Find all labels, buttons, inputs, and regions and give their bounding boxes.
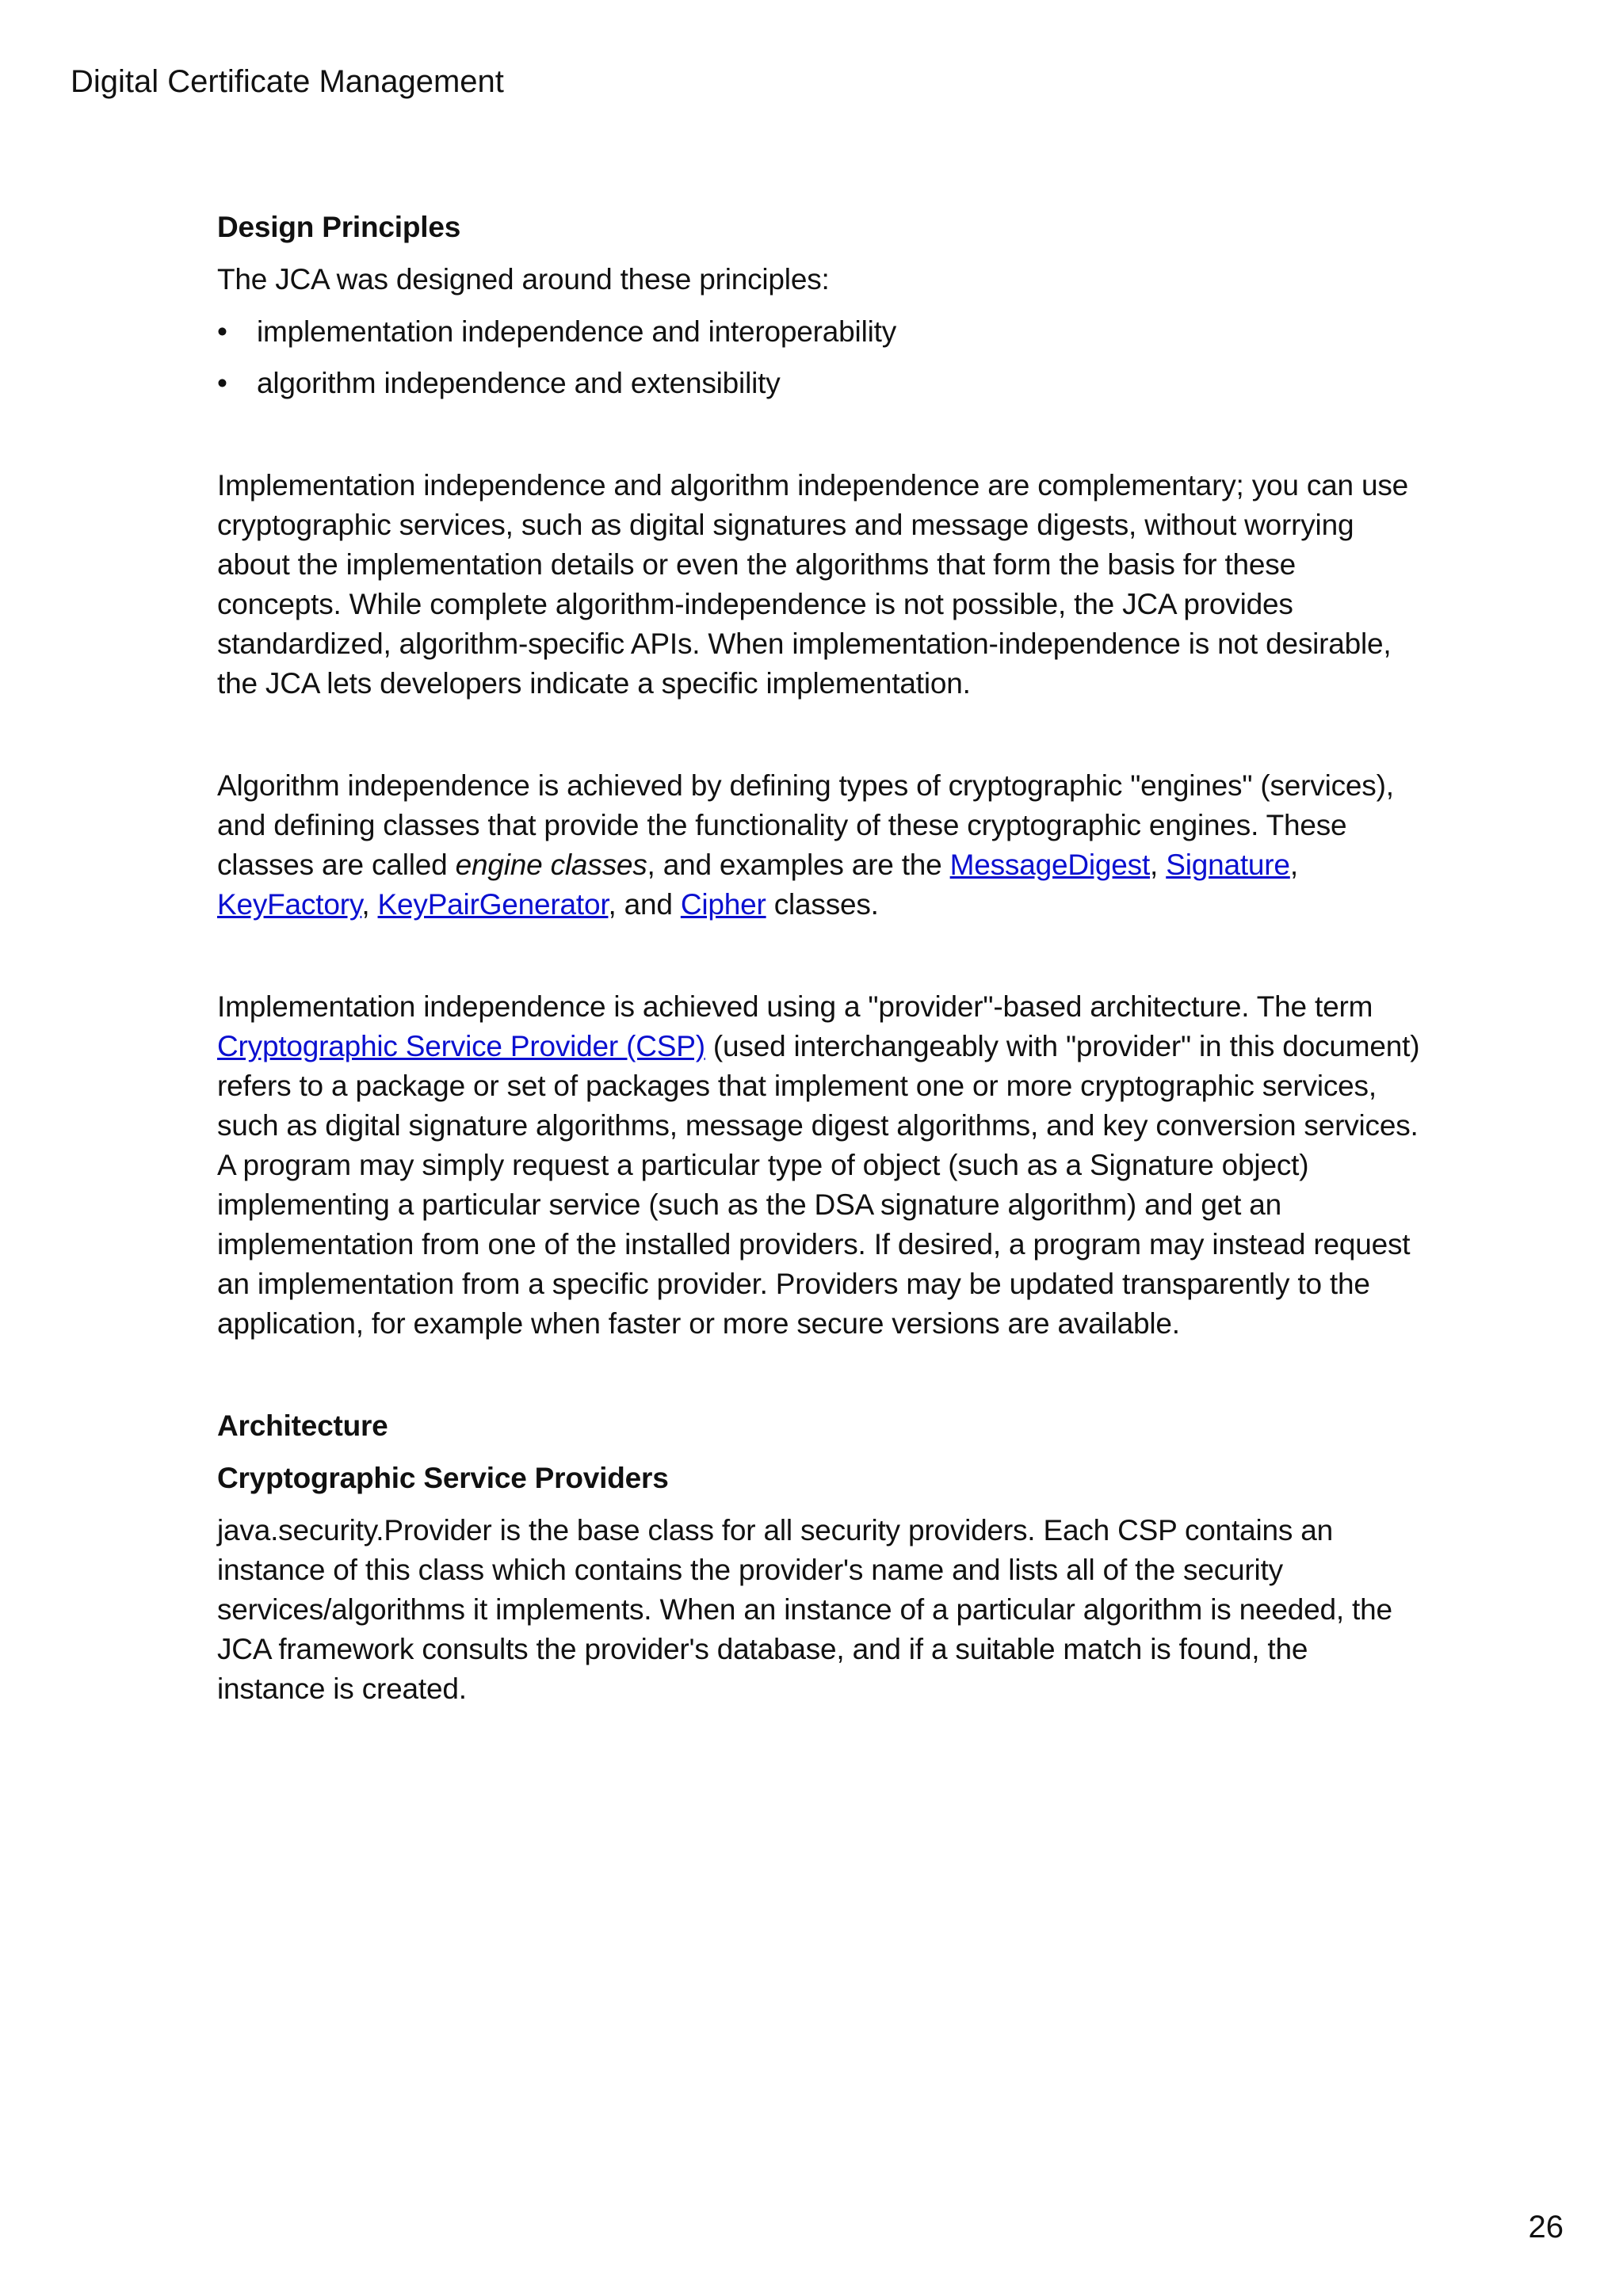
csp-subheading: Cryptographic Service Providers xyxy=(217,1462,669,1494)
link-keyfactory[interactable]: KeyFactory xyxy=(217,888,362,921)
design-principles-heading: Design Principles xyxy=(217,211,461,243)
text-run: , xyxy=(1289,849,1298,881)
emphasis-engine-classes: engine classes xyxy=(455,849,647,881)
link-messagedigest[interactable]: MessageDigest xyxy=(949,849,1151,881)
list-item xyxy=(217,364,1422,403)
link-cipher[interactable]: Cipher xyxy=(680,888,766,921)
principles-list xyxy=(217,312,1422,403)
text-run: , and examples are the xyxy=(647,849,950,881)
page-number: 26 xyxy=(1528,2210,1564,2245)
paragraph-algorithm-independence xyxy=(217,766,1422,925)
bullet-glyph: • xyxy=(217,367,227,399)
paragraph-provider-class: java.security.Provider is the base class for all security providers. Each CSP contains an instance of this class which contains the provider's name and lists all of the security services/algorithms it implements. When an instance of a particular algorithm is needed, the JCA framework consults the provider's database, and if a suitable match is found, the instance is created. xyxy=(217,1514,1392,1705)
bullet-glyph: • xyxy=(217,315,227,348)
paragraph-complementary: Implementation independence and algorithm independence are complementary; you can use cryptographic services, such as digital signatures and message digests, without worrying about the implementation details or even the algorithms that form the basis for these concepts. While complete algorithm-independence is not possible, the JCA provides standardized, algorithm-specific APIs. When implementation-independence is not desirable, the JCA lets developers indicate a specific implementation. xyxy=(217,469,1409,700)
text-run: , xyxy=(361,888,378,921)
bullet-text: algorithm independence and extensibility xyxy=(257,367,781,399)
text-run: , and xyxy=(608,888,681,921)
page-content xyxy=(217,208,1422,1709)
link-csp[interactable]: Cryptographic Service Provider (CSP) xyxy=(217,1030,705,1062)
text-run: (used interchangeably with "provider" in this document) refers to a package or set of packages that implement one or more cryptographic services, such as digital signature algorithms, message digest algorithms, and key conversion services. A program may simply request a particular type of object (such as a Signature object) implementing a particular service (such as the DSA signature algorithm) and get an implementation from one of the installed providers. If desired, a program may instead request an implementation from a specific provider. Providers may be updated transparently to the application, for example when faster or more secure versions are available. xyxy=(217,1030,1420,1340)
document-header-title: Digital Certificate Management xyxy=(71,64,504,99)
link-keypairgenerator[interactable]: KeyPairGenerator xyxy=(377,888,609,921)
text-run: classes. xyxy=(766,888,879,921)
text-run: , xyxy=(1150,849,1167,881)
text-run: Implementation independence is achieved using a "provider"-based architecture. The term xyxy=(217,990,1373,1023)
design-intro: The JCA was designed around these principles: xyxy=(217,263,830,296)
link-signature[interactable]: Signature xyxy=(1166,849,1290,881)
bullet-text: implementation independence and interoperability xyxy=(257,315,897,348)
architecture-heading: Architecture xyxy=(217,1409,388,1442)
paragraph-provider-architecture xyxy=(217,987,1422,1344)
text-run: Algorithm independence is achieved by defining types of cryptographic "engines" (services), and defining classes that provide the functionality of these cryptographic engines. These classes are called xyxy=(217,769,1394,881)
list-item xyxy=(217,312,1422,352)
